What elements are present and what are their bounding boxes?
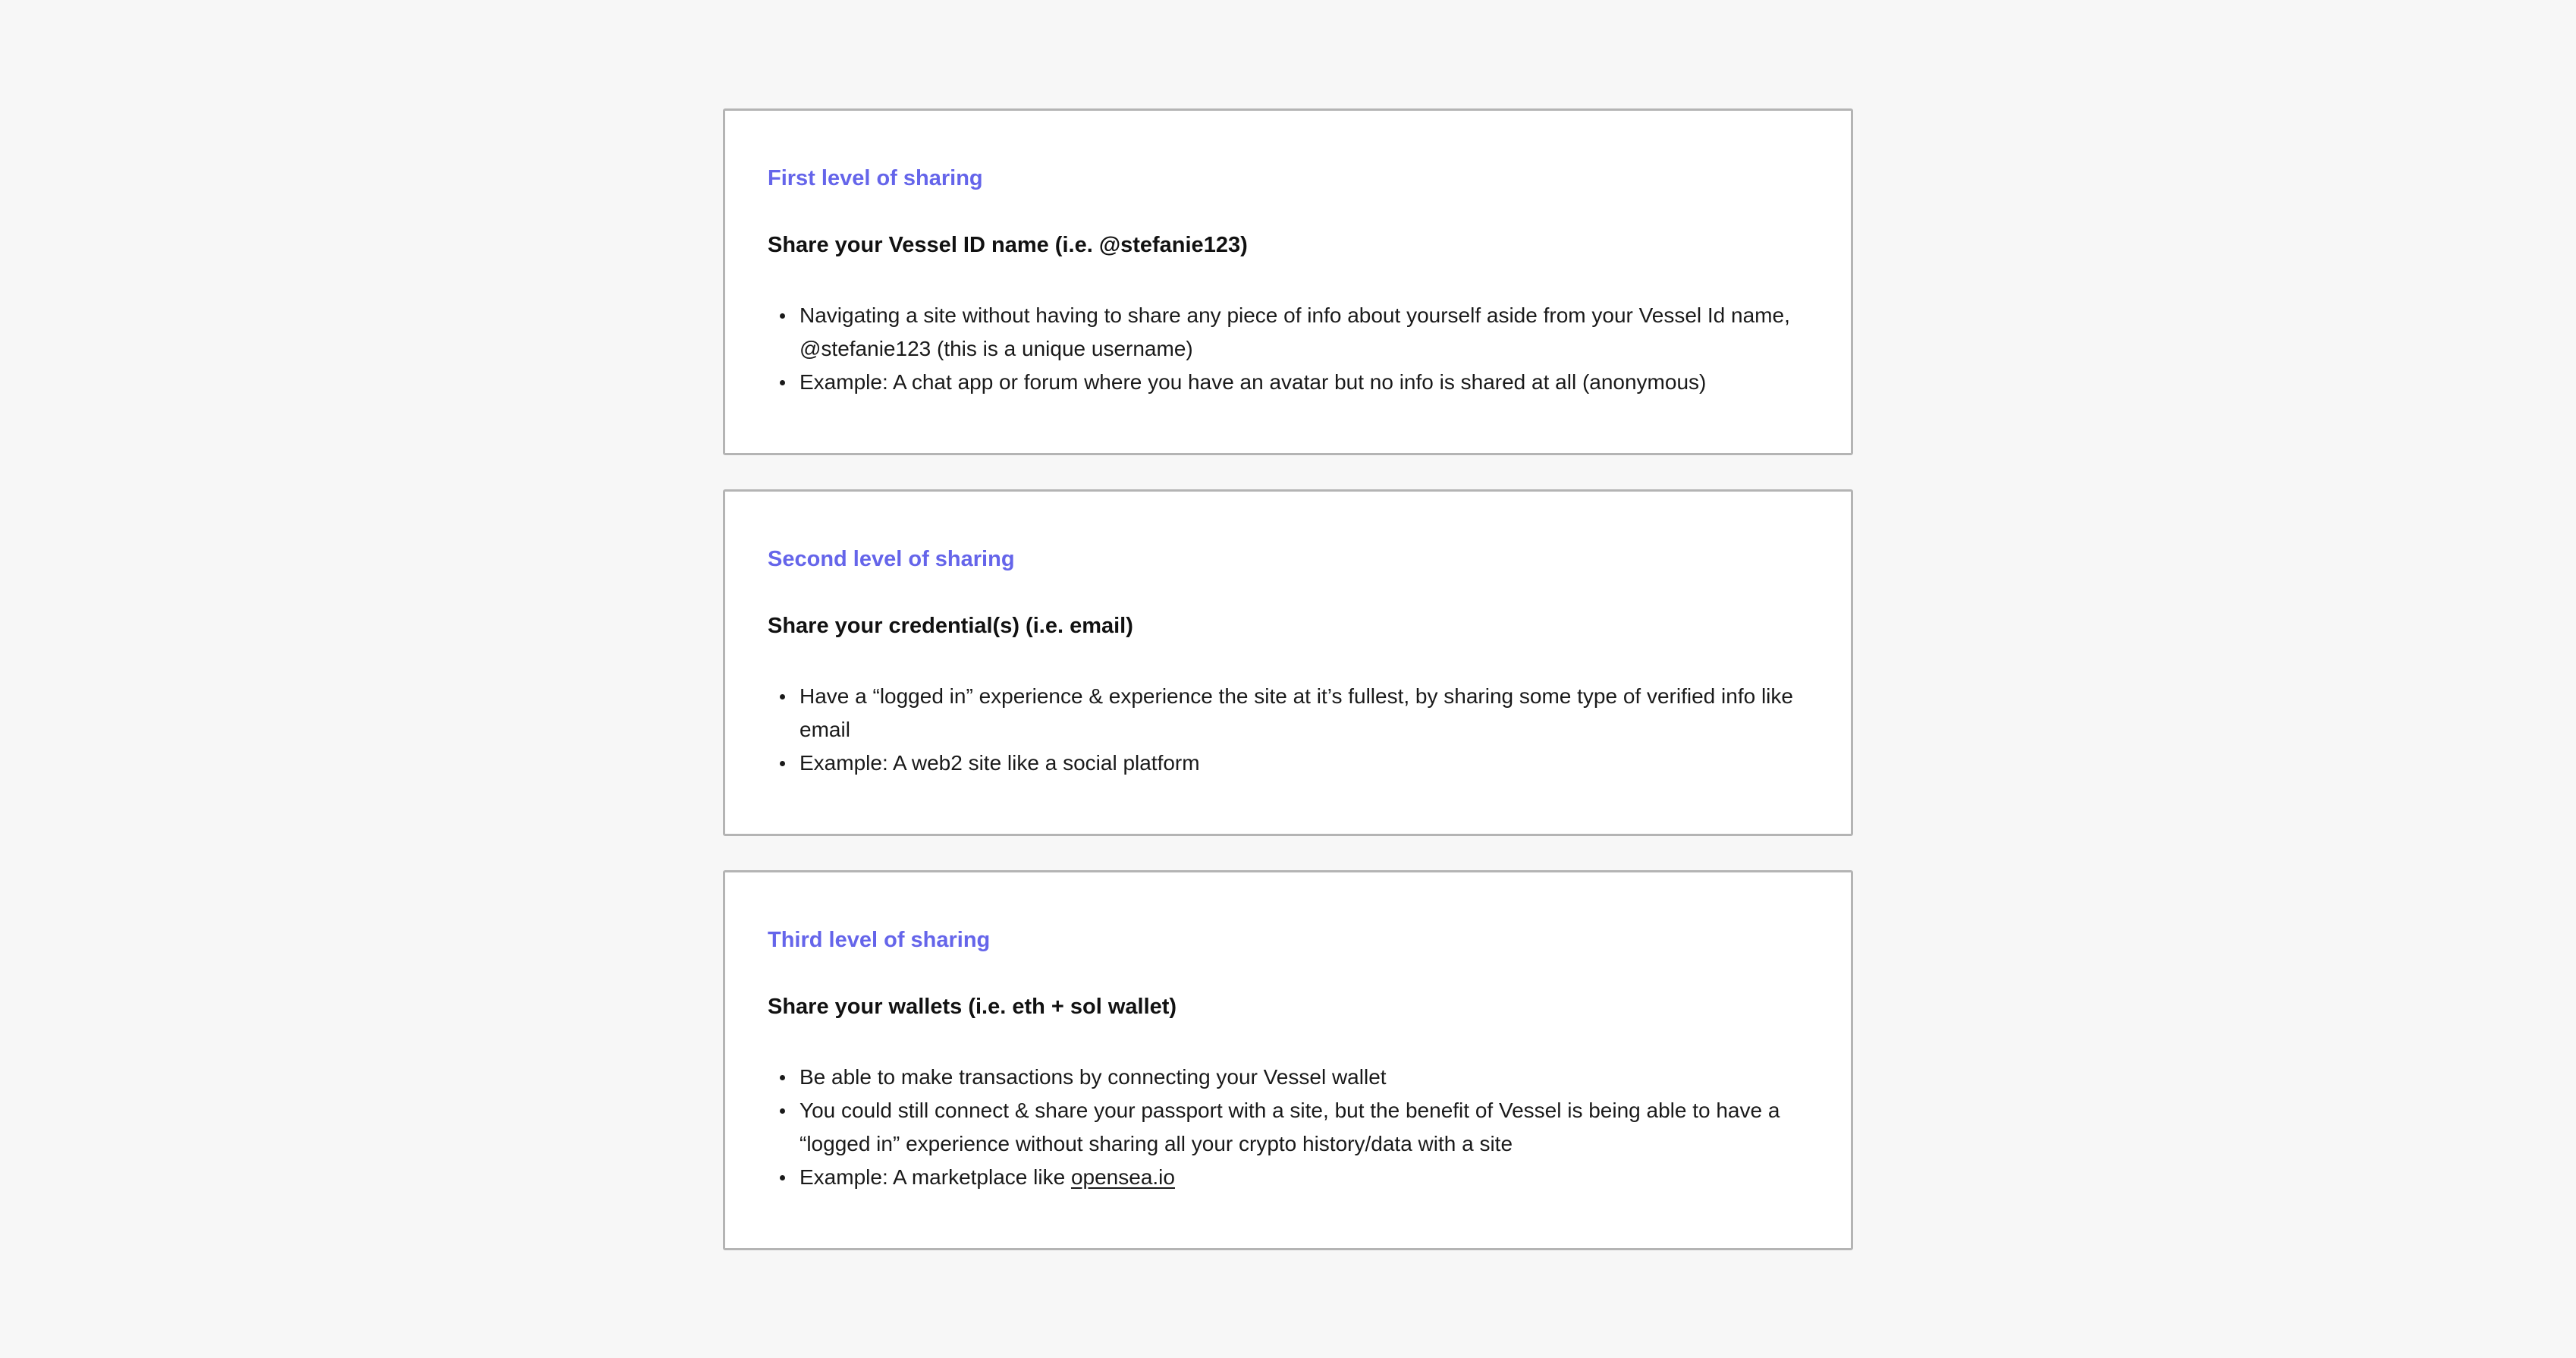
card-subtitle: Share your credential(s) (i.e. email) — [768, 614, 1133, 638]
card-subtitle: Share your Vessel ID name (i.e. @stefanie123) — [768, 233, 1248, 257]
card-title: Third level of sharing — [768, 928, 991, 952]
opensea-link[interactable]: opensea.io — [1070, 1165, 1175, 1189]
third-level-card — [723, 870, 1853, 1250]
first-level-card — [723, 108, 1853, 455]
bullet-list — [768, 299, 1808, 399]
list-item: Have a “logged in” experience & experience the site at it’s fullest, by sharing some type of verified info like email — [768, 680, 1808, 747]
list-item-text: Example: A marketplace like — [800, 1165, 1071, 1189]
list-item: Be able to make transactions by connecting your Vessel wallet — [768, 1061, 1808, 1094]
sharing-levels-list — [723, 108, 1853, 1284]
card-title: Second level of sharing — [768, 547, 1015, 571]
card-title: First level of sharing — [768, 166, 983, 190]
list-item — [768, 1161, 1808, 1194]
bullet-list — [768, 680, 1808, 780]
bullet-list — [768, 1061, 1808, 1194]
list-item: Example: A web2 site like a social platform — [768, 747, 1808, 780]
list-item: Navigating a site without having to share any piece of info about yourself aside from your Vessel Id name, @stefanie123 (this is a unique username) — [768, 299, 1808, 366]
list-item: You could still connect & share your passport with a site, but the benefit of Vessel is being able to have a “logged in” experience without sharing all your crypto history/data with a site — [768, 1094, 1808, 1161]
list-item: Example: A chat app or forum where you have an avatar but no info is shared at all (anonymous) — [768, 366, 1808, 399]
card-subtitle: Share your wallets (i.e. eth + sol wallet) — [768, 995, 1177, 1019]
second-level-card — [723, 489, 1853, 836]
